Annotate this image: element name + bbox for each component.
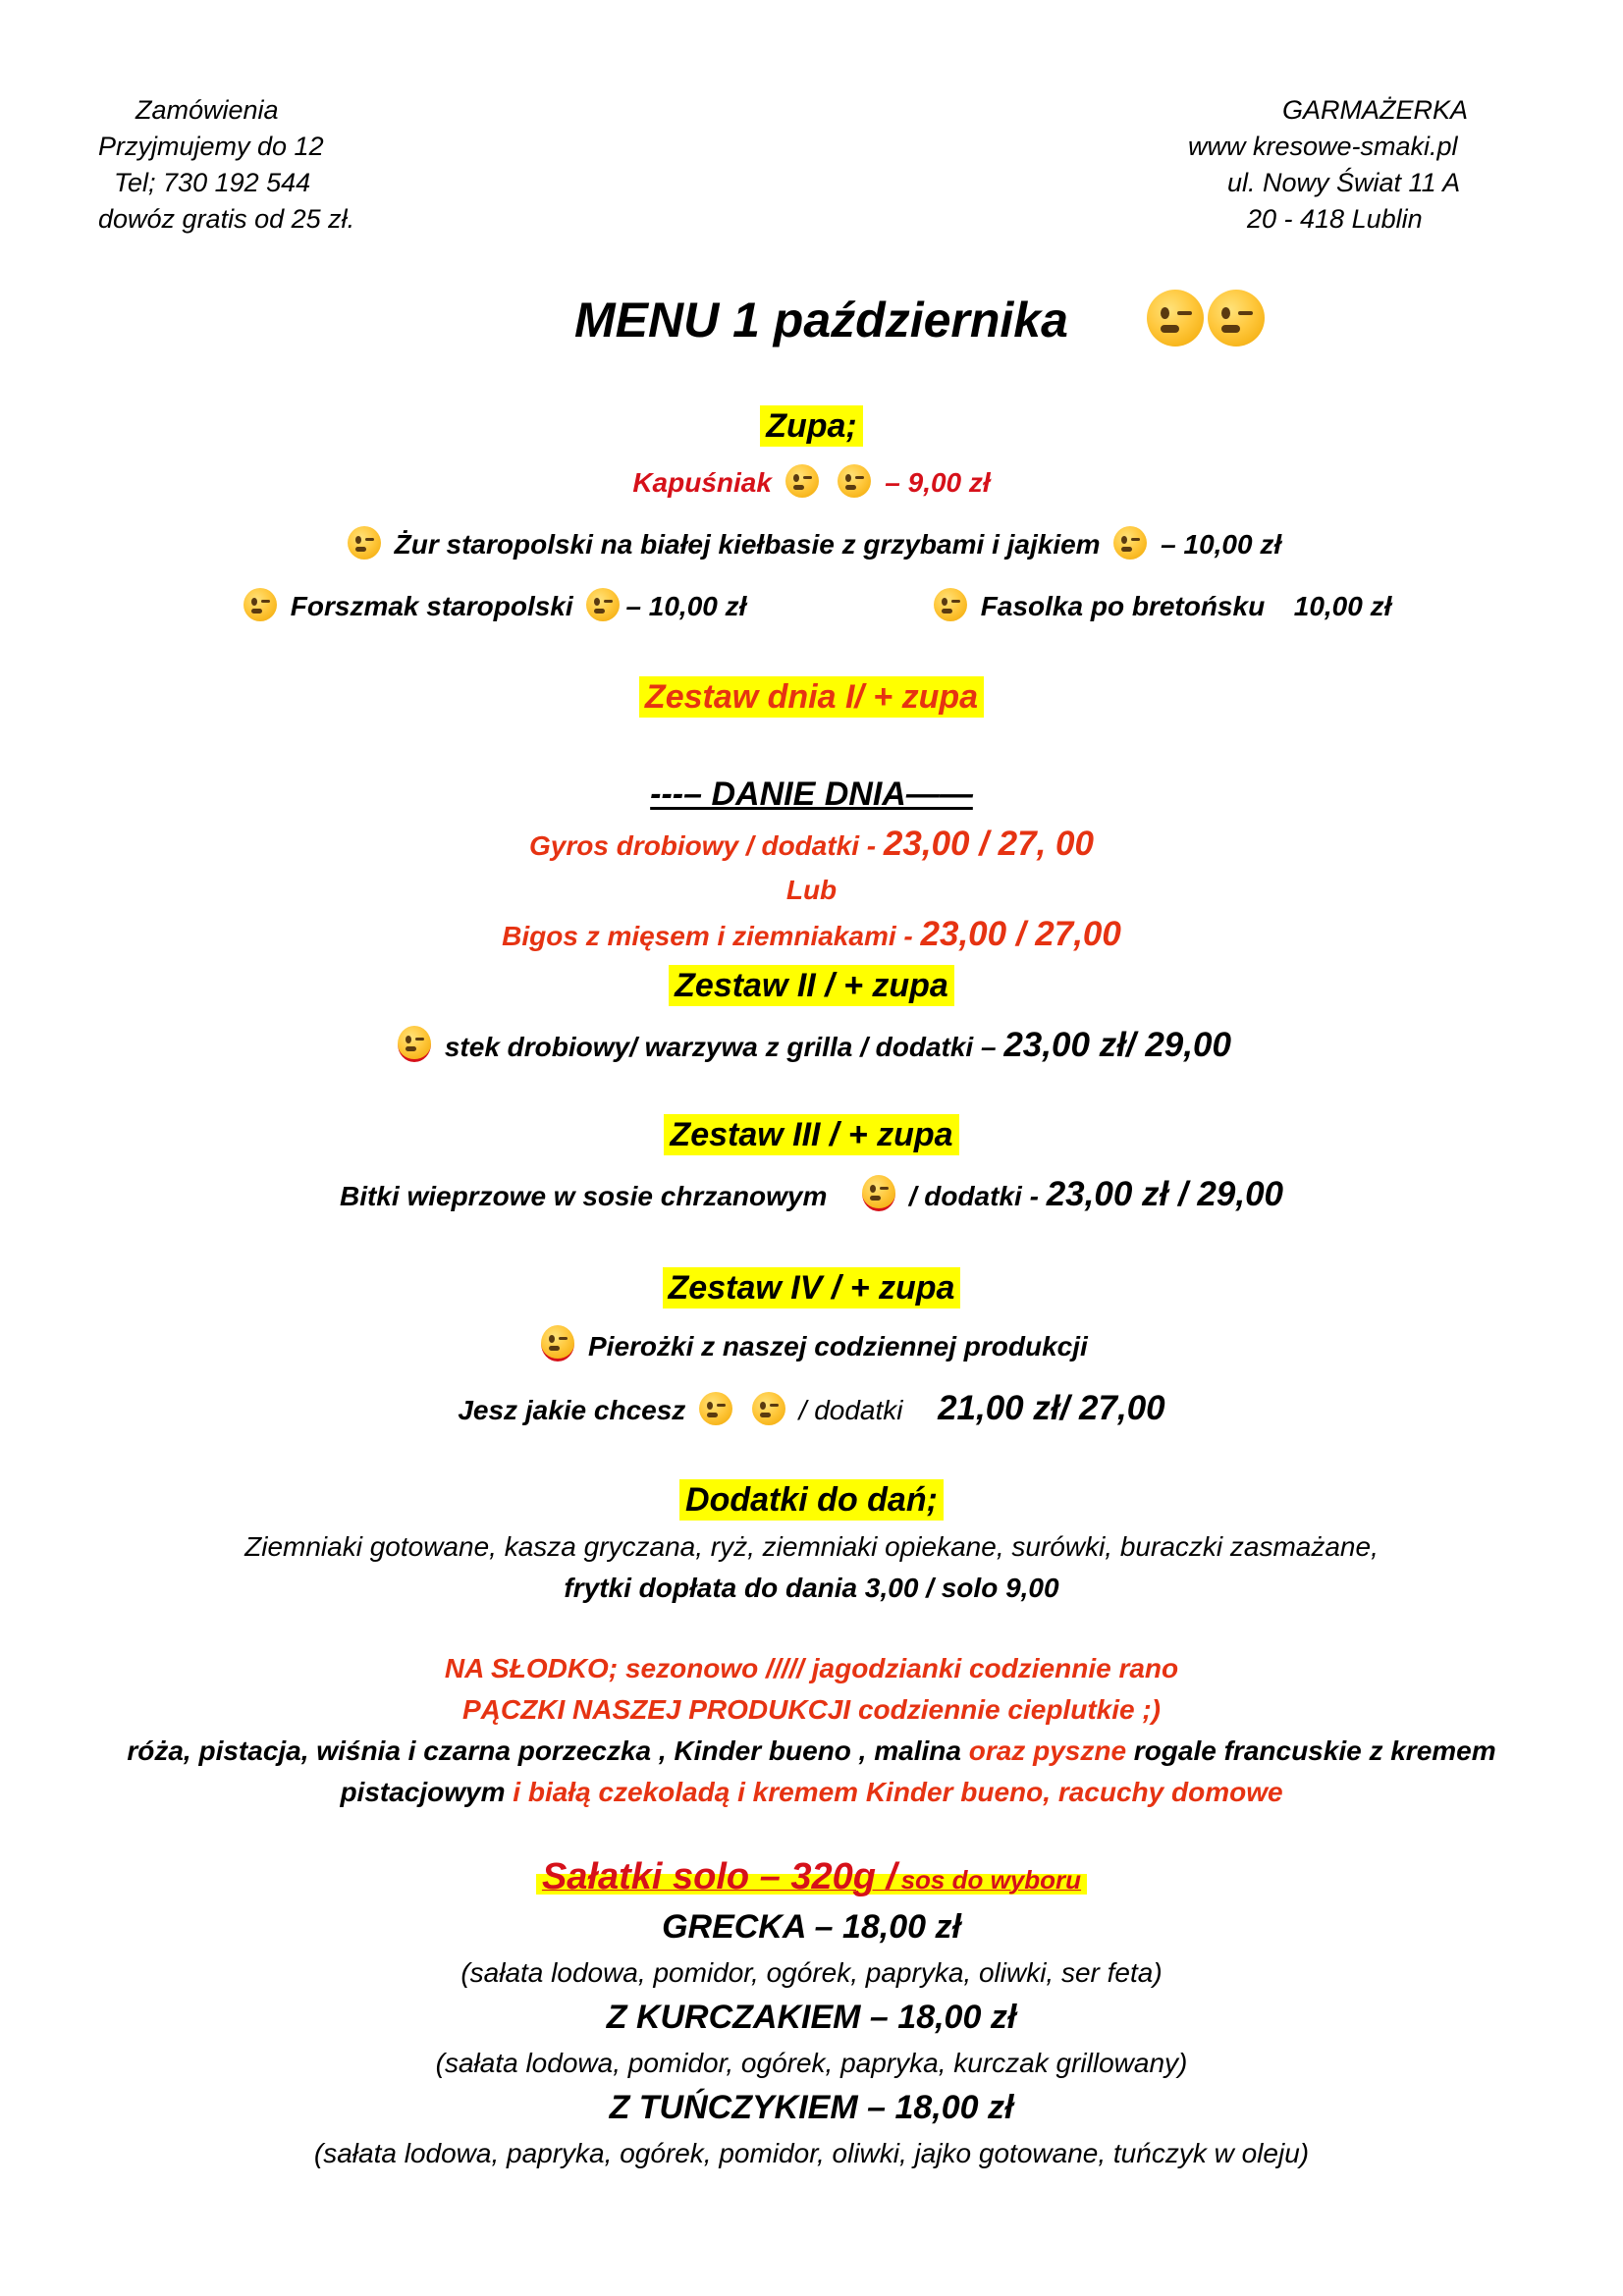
zestaw4-price: 21,00 zł/ 27,00 <box>938 1389 1165 1427</box>
header-left <box>98 92 393 238</box>
orders-label: Zamówienia <box>135 95 279 125</box>
website[interactable]: www kresowe-smaki.pl <box>1188 132 1458 161</box>
salatka-tunczyk: Z TUŃCZYKIEM – 18,00 zł <box>609 2089 1014 2126</box>
wink-emoji-icon <box>752 1392 785 1425</box>
shop-name: GARMAŻERKA <box>1282 95 1469 125</box>
slodko-line4: pistacjowym i białą czekoladą i kremem Kinder bueno, racuchy domowe <box>340 1777 1283 1807</box>
slodko-line3: róża, pistacja, wiśnia i czarna porzeczka , Kinder bueno , malina oraz pyszne rogale francuskie z kremem <box>127 1735 1496 1766</box>
zestaw1-heading: Zestaw dnia I/ + zupa <box>0 673 1623 721</box>
lub-label: Lub <box>785 875 838 905</box>
street-address: ul. Nowy Świat 11 A <box>1227 168 1461 197</box>
gyros-name: Gyros drobiowy / dodatki - <box>528 830 877 861</box>
zestaw2-row <box>0 1023 1623 1070</box>
gyros-row <box>0 823 1623 868</box>
phone-number: Tel; 730 192 544 <box>114 168 311 197</box>
bigos-price: 23,00 / 27,00 <box>920 915 1121 953</box>
free-delivery-note: dowóz gratis od 25 zł. <box>98 204 355 234</box>
forszmak-name: Forszmak staropolski <box>290 591 573 621</box>
fasolka-name: Fasolka po bretońsku <box>980 591 1266 621</box>
wink-emoji-icon <box>1208 290 1265 347</box>
zestaw4-item: Pierożki z naszej codziennej produkcji <box>587 1331 1088 1362</box>
wink-emoji-icon <box>243 588 277 621</box>
wink-emoji-icon <box>1113 526 1147 560</box>
zestaw4-item-row <box>0 1325 1623 1367</box>
slodko-line1: NA SŁODKO; sezonowo ///// jagodzianki codziennie rano <box>444 1653 1179 1683</box>
soup-zur-row <box>0 525 1623 564</box>
wink-emoji-icon <box>586 588 620 621</box>
fasolka-price: 10,00 zł <box>1293 591 1392 621</box>
soup-forszmak-row <box>238 587 746 626</box>
header-right <box>1188 92 1522 238</box>
soup-section-heading: Zupa; <box>0 402 1623 450</box>
zestaw3-row <box>0 1172 1623 1219</box>
kapusniak-price: – 9,00 zł <box>885 467 991 498</box>
zestaw3-dodatki: / dodatki - <box>908 1181 1039 1211</box>
menu-title-row <box>574 285 1267 355</box>
salatka-grecka-desc: (sałata lodowa, pomidor, ogórek, papryka, oliwki, ser feta) <box>460 1957 1163 1988</box>
wink-emoji-icon <box>1147 290 1204 347</box>
order-hours: Przyjmujemy do 12 <box>98 132 324 161</box>
wink-emoji-icon <box>699 1392 732 1425</box>
wink-emoji-icon <box>541 1325 574 1362</box>
bigos-row <box>0 913 1623 958</box>
salatka-kurczak-desc: (sałata lodowa, pomidor, ogórek, papryka, kurczak grillowany) <box>435 2048 1188 2078</box>
slodko-line2: PĄCZKI NASZEJ PRODUKCJI codziennie cieplutkie ;) <box>462 1694 1161 1725</box>
zestaw4-dodatki: / dodatki <box>798 1395 903 1425</box>
postal-city: 20 - 418 Lublin <box>1247 204 1423 234</box>
page-title: MENU 1 października <box>574 293 1068 347</box>
zur-name: Żur staropolski na białej kiełbasie z grzybami i jajkiem <box>394 529 1101 560</box>
zestaw2-price: 23,00 zł/ 29,00 <box>1003 1026 1231 1064</box>
zestaw2-item: stek drobiowy/ warzywa z grilla / dodatki – <box>444 1032 997 1062</box>
wink-emoji-icon <box>348 526 381 560</box>
wink-emoji-icon <box>785 464 819 498</box>
kapusniak-name: Kapuśniak <box>632 467 772 498</box>
soup-kapusniak-row <box>0 463 1623 503</box>
dodatki-list: Ziemniaki gotowane, kasza gryczana, ryż, ziemniaki opiekane, surówki, buraczki zasmażane, <box>244 1531 1379 1562</box>
wink-emoji-icon <box>398 1026 431 1062</box>
zestaw4-jesz: Jesz jakie chcesz <box>458 1395 686 1425</box>
dodatki-heading: Dodatki do dań; <box>0 1476 1623 1523</box>
bigos-name: Bigos z mięsem i ziemniakami - <box>502 921 913 951</box>
salatka-kurczak: Z KURCZAKIEM – 18,00 zł <box>606 1999 1017 2036</box>
forszmak-price: – 10,00 zł <box>625 591 747 621</box>
zestaw3-item: Bitki wieprzowe w sosie chrzanowym <box>339 1181 828 1211</box>
salatki-heading: Sałatki solo – 320g / sos do wyboru <box>0 1851 1623 1910</box>
danie-dnia-heading: ---– DANIE DNIA—— <box>650 775 973 813</box>
dodatki-frytki: frytki dopłata do dania 3,00 / solo 9,00 <box>564 1573 1059 1603</box>
salatka-grecka: GRECKA – 18,00 zł <box>662 1908 961 1946</box>
zestaw4-heading: Zestaw IV / + zupa <box>0 1264 1623 1311</box>
wink-emoji-icon <box>862 1175 895 1211</box>
zestaw3-heading: Zestaw III / + zupa <box>0 1111 1623 1158</box>
zestaw3-price: 23,00 zł / 29,00 <box>1046 1175 1283 1213</box>
zestaw2-heading: Zestaw II / + zupa <box>0 962 1623 1009</box>
wink-emoji-icon <box>838 464 871 498</box>
zur-price: – 10,00 zł <box>1161 529 1282 560</box>
wink-emoji-icon <box>934 588 967 621</box>
gyros-price: 23,00 / 27, 00 <box>883 825 1094 863</box>
soup-fasolka-row <box>928 587 1391 626</box>
salatka-tunczyk-desc: (sałata lodowa, papryka, ogórek, pomidor, oliwki, jajko gotowane, tuńczyk w oleju) <box>313 2138 1310 2168</box>
zestaw4-price-row <box>0 1386 1623 1433</box>
